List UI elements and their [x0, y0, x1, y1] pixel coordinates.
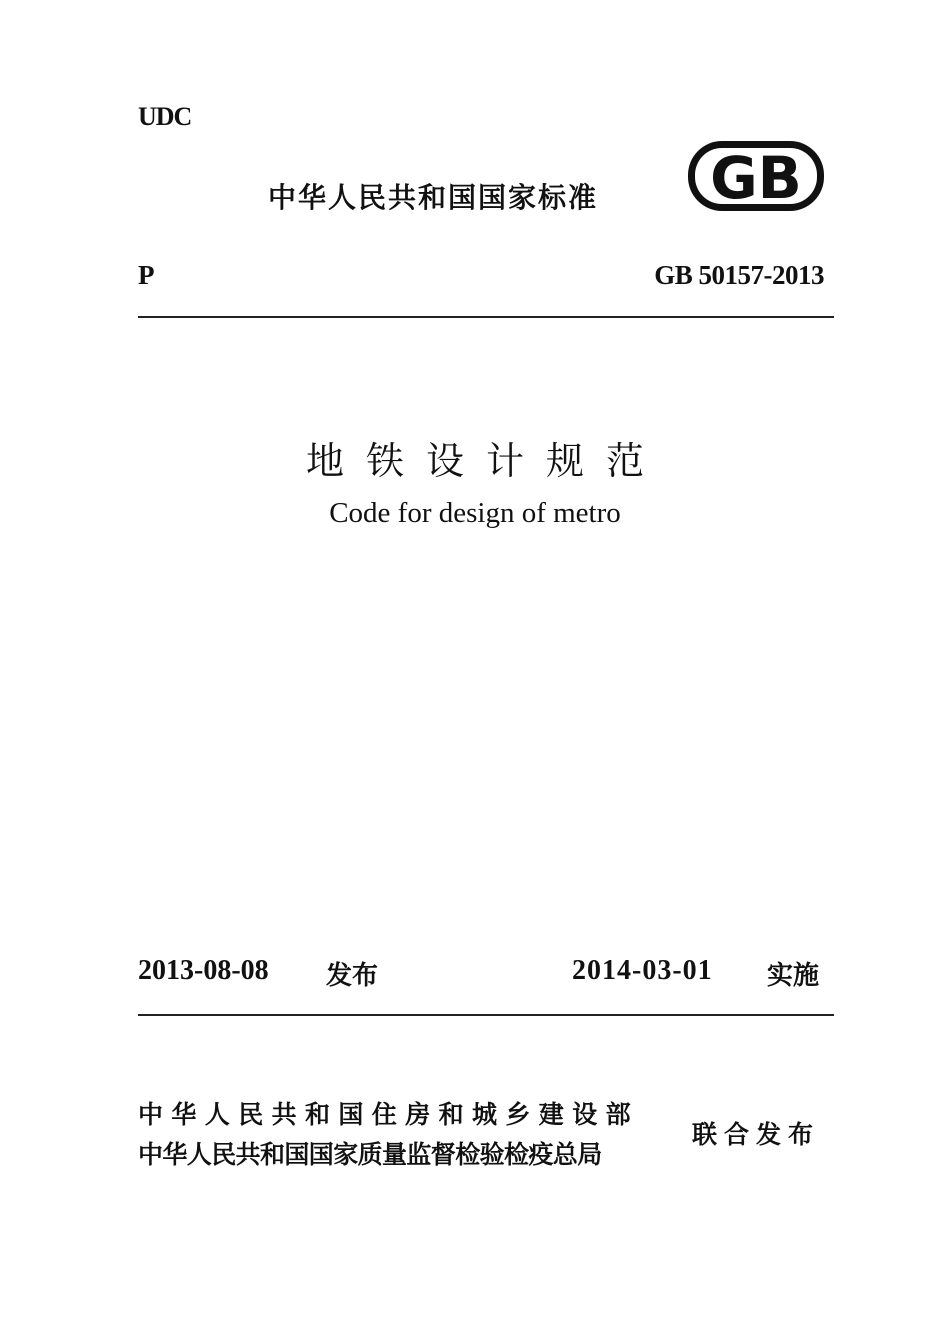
top-divider [138, 316, 834, 318]
title-chinese: 地铁设计规范 [305, 439, 666, 483]
standard-type-heading: 中华人民共和国国家标准 [268, 181, 599, 214]
implementation-label: 实施 [767, 961, 820, 991]
standard-number: GB 50157-2013 [654, 260, 824, 290]
issue-label: 发布 [326, 961, 379, 991]
title-english: Code for design of metro [329, 497, 621, 529]
classification-code: P [138, 260, 155, 290]
bottom-divider [138, 1014, 834, 1016]
joint-publication-label: 联合发布 [692, 1120, 821, 1149]
issue-date: 2013-08-08 [138, 955, 269, 986]
udc-label: UDC [138, 102, 192, 131]
publisher-ministry-housing: 中华人民共和国住房和城乡建设部 [138, 1100, 640, 1129]
gb-logo-text: GB [710, 144, 802, 212]
gb-logo [686, 138, 826, 214]
implementation-date: 2014-03-01 [572, 955, 713, 986]
publisher-aqsiq: 中华人民共和国国家质量监督检验检疫总局 [138, 1140, 602, 1169]
